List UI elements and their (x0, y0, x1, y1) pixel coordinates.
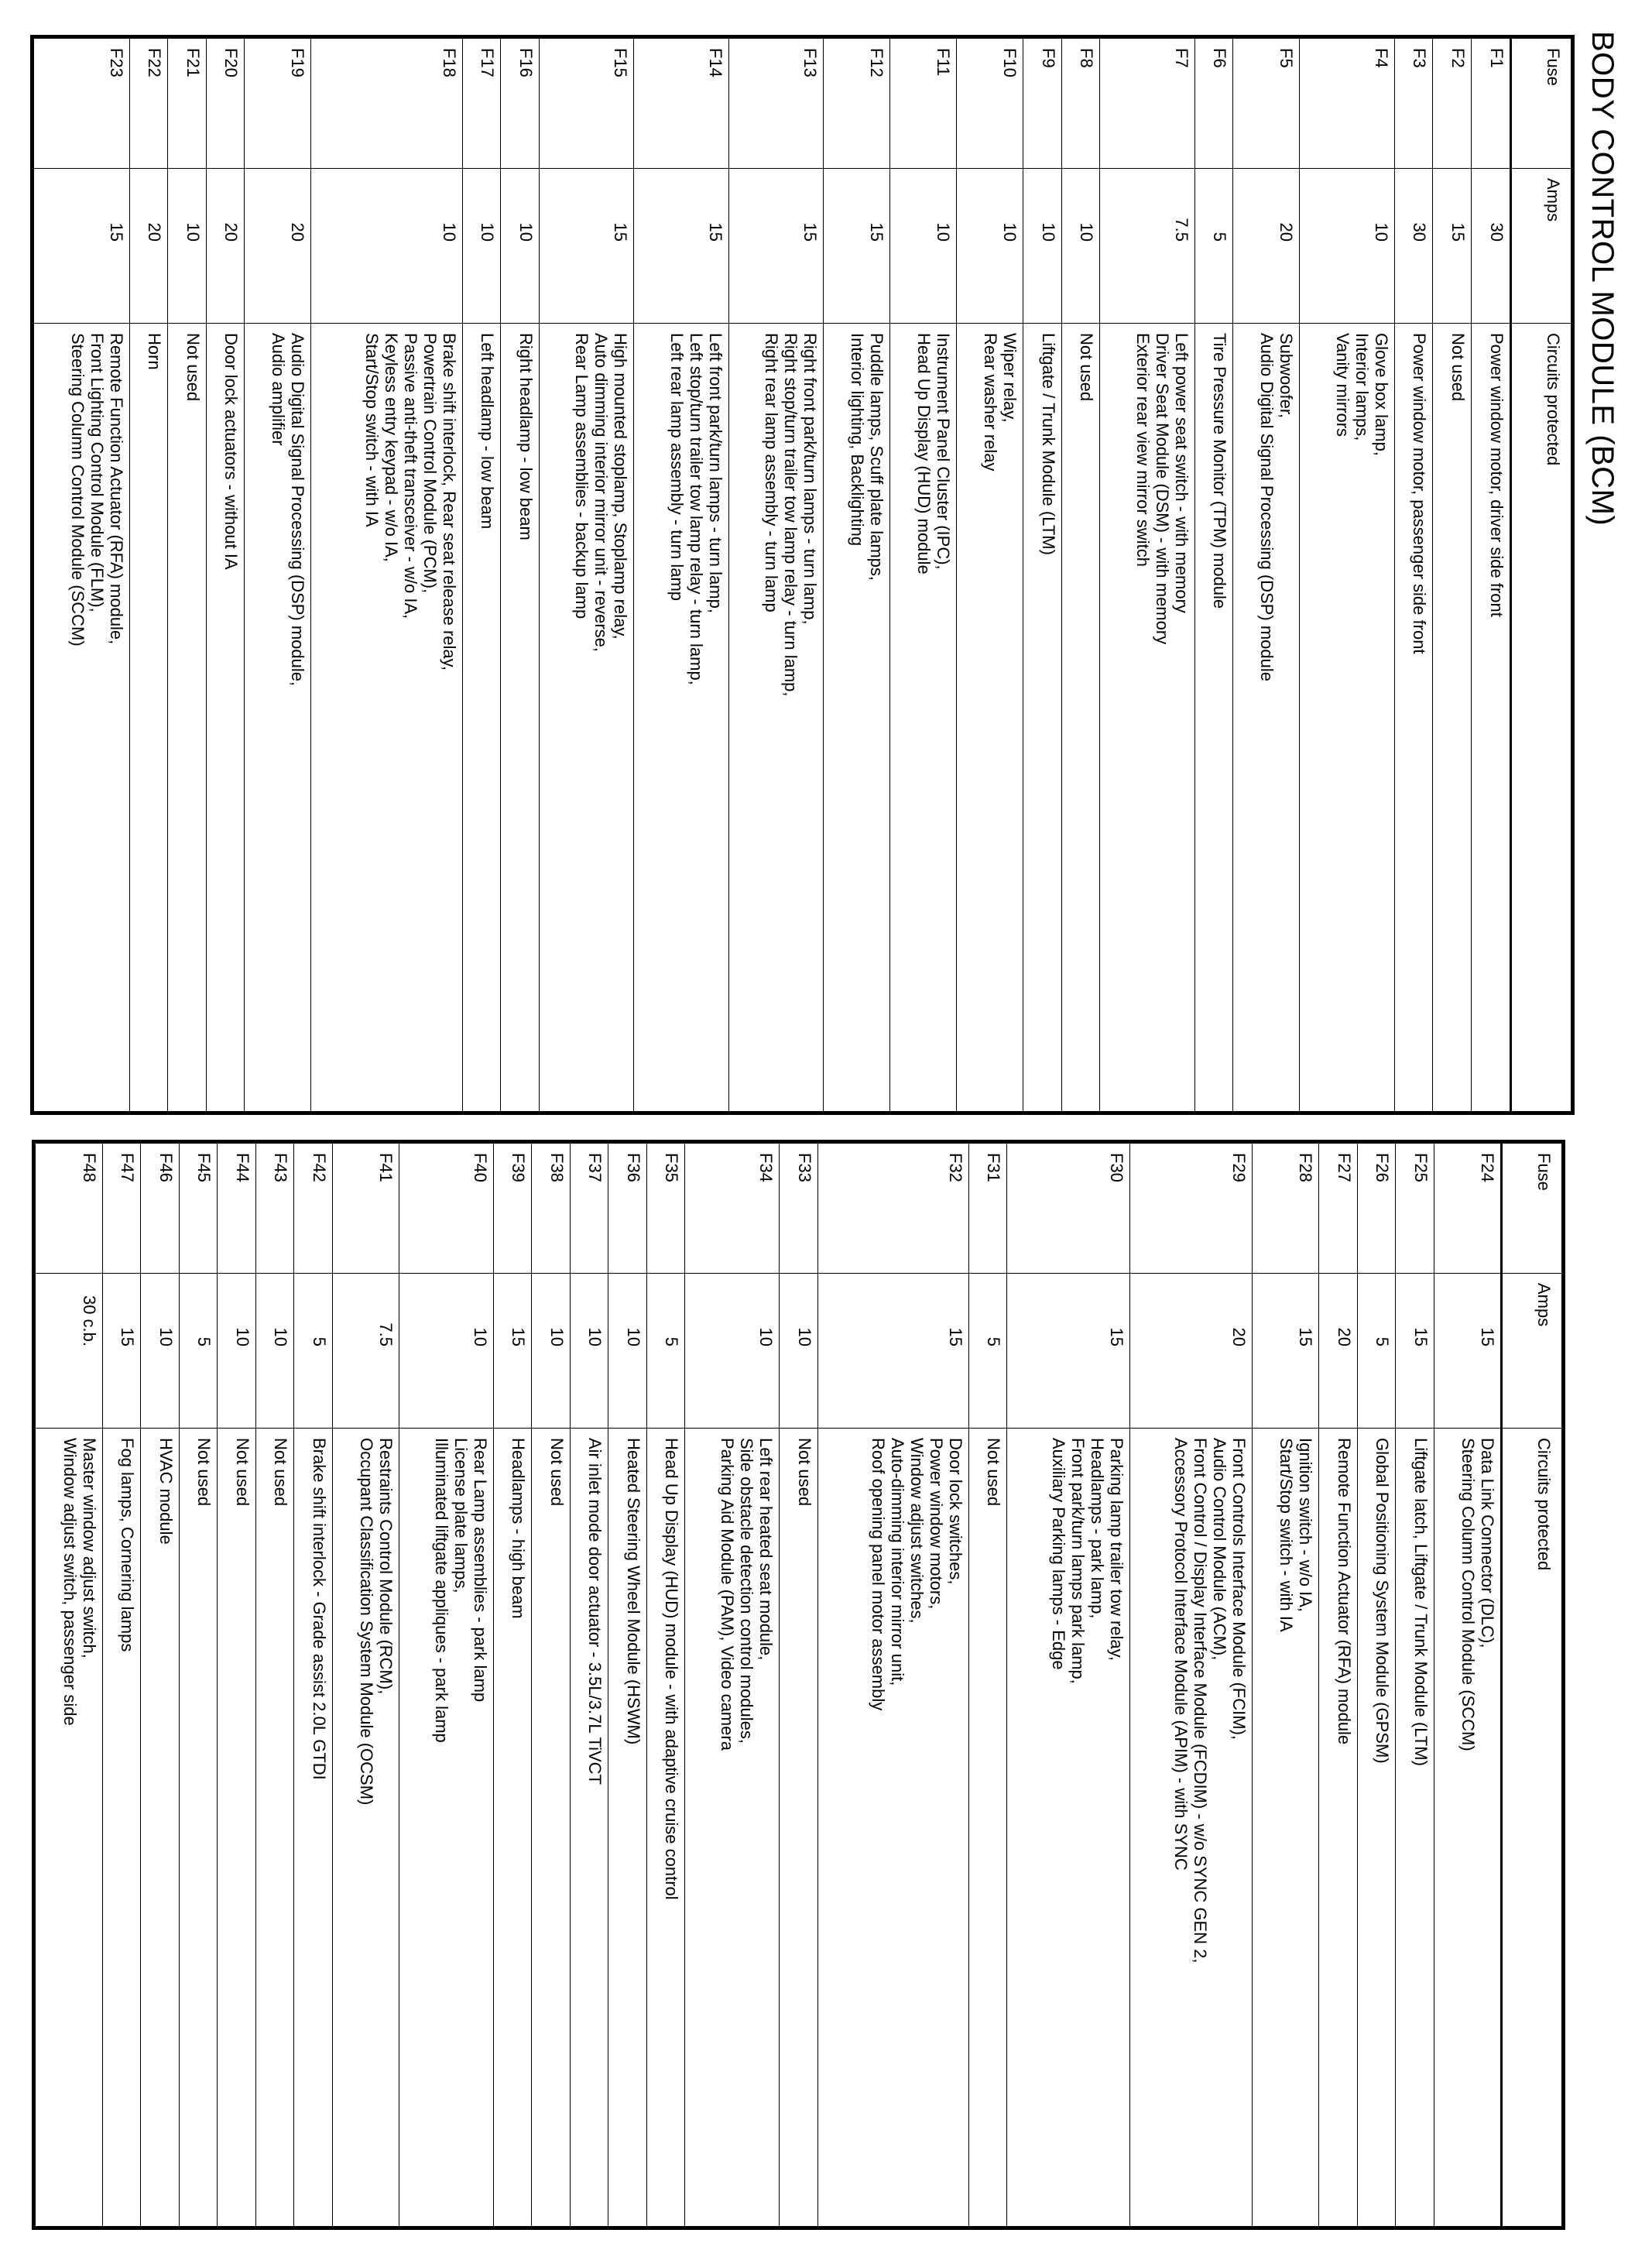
fuse-id-cell: F26 (1357, 1142, 1395, 1274)
table-row (462, 37, 501, 1113)
amps-cell: 10 (1300, 169, 1394, 324)
fuse-id-cell: F21 (168, 37, 207, 169)
fuse-id-cell: F5 (1233, 37, 1300, 169)
table-b-body (34, 1142, 1564, 2228)
table-row (311, 37, 462, 1113)
circuits-cell: Data Link Connector (DLC), Steering Column Control Module (SCCM) (1434, 1429, 1501, 2228)
circuits-cell: Power window motor, passenger side front (1394, 324, 1433, 1113)
fuse-id-cell: F15 (539, 37, 633, 169)
header-circuits: Circuits protected (1502, 1429, 1564, 2228)
circuits-cell: Brake shift interlock, Rear seat release relay, Powertrain Control Module (PCM), Passive anti-theft transceiver - w/o IA, Keyless entry keypad - w/o IA, Start/Stop switch - with IA (311, 324, 462, 1113)
table-row (685, 1142, 780, 2228)
table-row (608, 1142, 646, 2228)
table-row (968, 1142, 1006, 2228)
table-row (1253, 1142, 1319, 2228)
fuse-id-cell: F27 (1319, 1142, 1357, 1274)
fuse-id-cell: F13 (728, 37, 823, 169)
circuits-cell: Subwoofer, Audio Digital Signal Processing (DSP) module (1233, 324, 1300, 1113)
amps-cell: 10 (780, 1274, 817, 1429)
fuse-id-cell: F33 (780, 1142, 817, 1274)
table-row (1007, 1142, 1130, 2228)
table-row (1100, 37, 1194, 1113)
fuse-id-cell: F38 (532, 1142, 570, 1274)
table-row (728, 37, 823, 1113)
circuits-cell: Right front park/turn lamps - turn lamp, Right stop/turn trailer tow lamp relay - turn lamp, Right rear lamp assembly - turn lamp (728, 324, 823, 1113)
table-row (646, 1142, 684, 2228)
amps-cell: 20 (206, 169, 245, 324)
fuse-id-cell: F20 (206, 37, 245, 169)
amps-cell: 10 (608, 1274, 646, 1429)
amps-cell: 10 (957, 169, 1023, 324)
circuits-cell: Headlamps - high beam (493, 1429, 531, 2228)
fuse-id-cell: F44 (218, 1142, 255, 1274)
table-row (890, 37, 957, 1113)
table-row (539, 37, 633, 1113)
amps-cell: 10 (168, 169, 207, 324)
header-circuits: Circuits protected (1511, 324, 1573, 1113)
fuse-id-cell: F12 (824, 37, 890, 169)
amps-cell: 15 (539, 169, 633, 324)
fuse-id-cell: F9 (1023, 37, 1062, 169)
header-amps: Amps (1502, 1274, 1564, 1429)
fuse-id-cell: F31 (968, 1142, 1006, 1274)
circuits-cell: Right headlamp - low beam (501, 324, 540, 1113)
circuits-cell: Liftgate latch, Liftgate / Trunk Module (LTM) (1396, 1429, 1434, 2228)
amps-cell: 15 (1434, 1274, 1501, 1429)
fuse-id-cell: F47 (102, 1142, 140, 1274)
fuse-id-cell: F1 (1471, 37, 1510, 169)
circuits-cell: Not used (968, 1429, 1006, 2228)
fuse-id-cell: F4 (1300, 37, 1394, 169)
circuits-cell: Left front park/turn lamps - turn lamp, Left stop/turn trailer tow lamp relay - turn lamp, Left rear lamp assembly - turn lamp (634, 324, 728, 1113)
amps-cell: 10 (141, 1274, 179, 1429)
circuits-cell: Puddle lamps, Scuff plate lamps, Interior lighting, Backlighting (824, 324, 890, 1113)
amps-cell: 15 (1007, 1274, 1130, 1429)
fuse-id-cell: F45 (179, 1142, 217, 1274)
amps-cell: 5 (179, 1274, 217, 1429)
amps-cell: 7.5 (332, 1274, 399, 1429)
fuse-id-cell: F40 (399, 1142, 493, 1274)
fuse-id-cell: F11 (890, 37, 957, 169)
circuits-cell: Global Positioning System Module (GPSM) (1357, 1429, 1395, 2228)
amps-cell: 5 (968, 1274, 1006, 1429)
amps-cell: 5 (1194, 169, 1233, 324)
amps-cell: 15 (824, 169, 890, 324)
fuse-id-cell: F23 (33, 37, 130, 169)
circuits-cell: Ignition switch - w/o IA, Start/Stop switch - with IA (1253, 1429, 1319, 2228)
fuse-id-cell: F3 (1394, 37, 1433, 169)
circuits-cell: HVAC module (141, 1429, 179, 2228)
table-row (780, 1142, 817, 2228)
amps-cell: 20 (129, 169, 168, 324)
fuse-table-right (32, 1140, 1565, 2230)
fuse-table-left (30, 35, 1575, 1115)
table-row (294, 1142, 332, 2228)
amps-cell: 15 (33, 169, 130, 324)
circuits-cell: Rear Lamp assemblies - park lamp License plate lamps, Illuminated liftgate appliques - park lamp (399, 1429, 493, 2228)
amps-cell: 15 (493, 1274, 531, 1429)
fuse-id-cell: F34 (685, 1142, 780, 1274)
fuse-id-cell: F35 (646, 1142, 684, 1274)
table-row (1433, 37, 1472, 1113)
fuse-id-cell: F41 (332, 1142, 399, 1274)
amps-cell: 7.5 (1100, 169, 1194, 324)
amps-cell: 30 (1394, 169, 1433, 324)
amps-cell: 15 (1396, 1274, 1434, 1429)
table-row (102, 1142, 140, 2228)
fuse-id-cell: F39 (493, 1142, 531, 1274)
table-row (332, 1142, 399, 2228)
table-row (493, 1142, 531, 2228)
circuits-cell: Not used (168, 324, 207, 1113)
circuits-cell: Not used (1061, 324, 1100, 1113)
table-row (1023, 37, 1062, 1113)
fuse-id-cell: F10 (957, 37, 1023, 169)
amps-cell: 15 (1433, 169, 1472, 324)
circuits-cell: Not used (1433, 324, 1472, 1113)
circuits-cell: Liftgate / Trunk Module (LTM) (1023, 324, 1062, 1113)
amps-cell: 10 (1061, 169, 1100, 324)
circuits-cell: Not used (218, 1429, 255, 2228)
circuits-cell: Brake shift interlock - Grade assist 2.0L GTDI (294, 1429, 332, 2228)
circuits-cell: Fog lamps, Cornering lamps (102, 1429, 140, 2228)
circuits-cell: Tire Pressure Monitor (TPM) module (1194, 324, 1233, 1113)
table-row (34, 1142, 103, 2228)
amps-cell: 5 (1357, 1274, 1395, 1429)
circuits-cell: High mounted stoplamp, Stoplamp relay, Auto dimming interior mirror unit - reverse, Rear Lamp assemblies - backup lamp (539, 324, 633, 1113)
amps-cell: 10 (311, 169, 462, 324)
amps-cell: 10 (685, 1274, 780, 1429)
circuits-cell: Parking lamp trailer tow relay, Headlamps - park lamp, Front park/turn lamps park lamp, Auxiliary Parking lamps - Edge (1007, 1429, 1130, 2228)
table-row (1233, 37, 1300, 1113)
amps-cell: 10 (1023, 169, 1062, 324)
amps-cell: 30 c.b. (34, 1274, 103, 1429)
circuits-cell: Left rear heated seat module, Side obstacle detection control modules, Parking Aid Module (PAM), Video camera (685, 1429, 780, 2228)
amps-cell: 10 (255, 1274, 293, 1429)
circuits-cell: Heated Steering Wheel Module (HSWM) (608, 1429, 646, 2228)
amps-cell: 30 (1471, 169, 1510, 324)
circuits-cell: Left power seat switch - with memory Driver Seat Module (DSM) - with memory Exterior rear view mirror switch (1100, 324, 1194, 1113)
table-row (399, 1142, 493, 2228)
header-amps: Amps (1511, 169, 1573, 324)
amps-cell: 10 (501, 169, 540, 324)
fuse-id-cell: F8 (1061, 37, 1100, 169)
table-row (1396, 1142, 1434, 2228)
fuse-id-cell: F6 (1194, 37, 1233, 169)
fuse-id-cell: F7 (1100, 37, 1194, 169)
page-title: BODY CONTROL MODULE (BCM) (1585, 31, 1619, 527)
circuits-cell: Not used (179, 1429, 217, 2228)
circuits-cell: Door lock switches, Power window motors, Window adjust switches, Auto-dimming interior mirror unit, Roof opening panel motor assembly (817, 1429, 968, 2228)
table-row (141, 1142, 179, 2228)
amps-cell: 20 (1233, 169, 1300, 324)
circuits-cell: Instrument Panel Cluster (IPC), Head Up Display (HUD) module (890, 324, 957, 1113)
amps-cell: 10 (218, 1274, 255, 1429)
table-row (255, 1142, 293, 2228)
table-row (817, 1142, 968, 2228)
fuse-id-cell: F2 (1433, 37, 1472, 169)
table-row (1129, 1142, 1253, 2228)
circuits-cell: Head Up Display (HUD) module - with adaptive cruise control (646, 1429, 684, 2228)
fuse-id-cell: F19 (245, 37, 311, 169)
table-row (129, 37, 168, 1113)
amps-cell: 10 (462, 169, 501, 324)
circuits-cell: Left headlamp - low beam (462, 324, 501, 1113)
fuse-id-cell: F22 (129, 37, 168, 169)
fuse-id-cell: F37 (570, 1142, 608, 1274)
fuse-id-cell: F28 (1253, 1142, 1319, 1274)
table-row (1319, 1142, 1357, 2228)
fuse-id-cell: F25 (1396, 1142, 1434, 1274)
fuse-id-cell: F24 (1434, 1142, 1501, 1274)
table-row (245, 37, 311, 1113)
table-header-row (1511, 37, 1573, 1113)
fuse-id-cell: F42 (294, 1142, 332, 1274)
circuits-cell: Air inlet mode door actuator - 3.5L/3.7L TiVCT (570, 1429, 608, 2228)
amps-cell: 10 (532, 1274, 570, 1429)
table-row (1434, 1142, 1501, 2228)
fuse-id-cell: F36 (608, 1142, 646, 1274)
table-row (1357, 1142, 1395, 2228)
table-row (634, 37, 728, 1113)
fuse-id-cell: F29 (1129, 1142, 1253, 1274)
table-row (168, 37, 207, 1113)
table-row (532, 1142, 570, 2228)
fuse-id-cell: F18 (311, 37, 462, 169)
amps-cell: 20 (1129, 1274, 1253, 1429)
circuits-cell: Restraints Control Module (RCM), Occupant Classification System Module (OCSM) (332, 1429, 399, 2228)
fuse-id-cell: F17 (462, 37, 501, 169)
table-row (218, 1142, 255, 2228)
circuits-cell: Remote Function Actuator (RFA) module (1319, 1429, 1357, 2228)
circuits-cell: Power window motor, driver side front (1471, 324, 1510, 1113)
circuits-cell: Not used (255, 1429, 293, 2228)
amps-cell: 5 (294, 1274, 332, 1429)
amps-cell: 20 (245, 169, 311, 324)
amps-cell: 15 (634, 169, 728, 324)
header-fuse: Fuse (1511, 37, 1573, 169)
circuits-cell: Remote Function Actuator (RFA) module, Front Lighting Control Module (FLM), Steering Column Control Module (SCCM) (33, 324, 130, 1113)
table-row (824, 37, 890, 1113)
fuse-id-cell: F43 (255, 1142, 293, 1274)
table-row (957, 37, 1023, 1113)
fuse-id-cell: F46 (141, 1142, 179, 1274)
table-row (33, 37, 130, 1113)
fuse-id-cell: F14 (634, 37, 728, 169)
circuits-cell: Master window adjust switch, Window adjust switch, passenger side (34, 1429, 103, 2228)
fuse-id-cell: F16 (501, 37, 540, 169)
circuits-cell: Audio Digital Signal Processing (DSP) module, Audio amplifier (245, 324, 311, 1113)
table-row (1194, 37, 1233, 1113)
table-header-row (1502, 1142, 1564, 2228)
fuse-id-cell: F48 (34, 1142, 103, 1274)
table-row (570, 1142, 608, 2228)
amps-cell: 10 (399, 1274, 493, 1429)
amps-cell: 10 (890, 169, 957, 324)
circuits-cell: Door lock actuators - without IA (206, 324, 245, 1113)
amps-cell: 15 (817, 1274, 968, 1429)
table-row (1061, 37, 1100, 1113)
circuits-cell: Horn (129, 324, 168, 1113)
amps-cell: 15 (102, 1274, 140, 1429)
header-fuse: Fuse (1502, 1142, 1564, 1274)
table-row (206, 37, 245, 1113)
amps-cell: 10 (570, 1274, 608, 1429)
circuits-cell: Front Controls Interface Module (FCIM), Audio Control Module (ACM), Front Control / Display Interface Module (FCDIM) - w/o SYNC GEN 2, Accessory Protocol Interface Module (APIM) - with SYNC (1129, 1429, 1253, 2228)
table-row (501, 37, 540, 1113)
circuits-cell: Glove box lamp, Interior lamps, Vanity mirrors (1300, 324, 1394, 1113)
table-row (1471, 37, 1510, 1113)
amps-cell: 5 (646, 1274, 684, 1429)
table-a-body (33, 37, 1573, 1113)
amps-cell: 15 (728, 169, 823, 324)
table-row (179, 1142, 217, 2228)
table-row (1394, 37, 1433, 1113)
amps-cell: 15 (1253, 1274, 1319, 1429)
amps-cell: 20 (1319, 1274, 1357, 1429)
circuits-cell: Not used (780, 1429, 817, 2228)
circuits-cell: Wiper relay, Rear washer relay (957, 324, 1023, 1113)
table-row (1300, 37, 1394, 1113)
fuse-id-cell: F30 (1007, 1142, 1130, 1274)
circuits-cell: Not used (532, 1429, 570, 2228)
fuse-id-cell: F32 (817, 1142, 968, 1274)
